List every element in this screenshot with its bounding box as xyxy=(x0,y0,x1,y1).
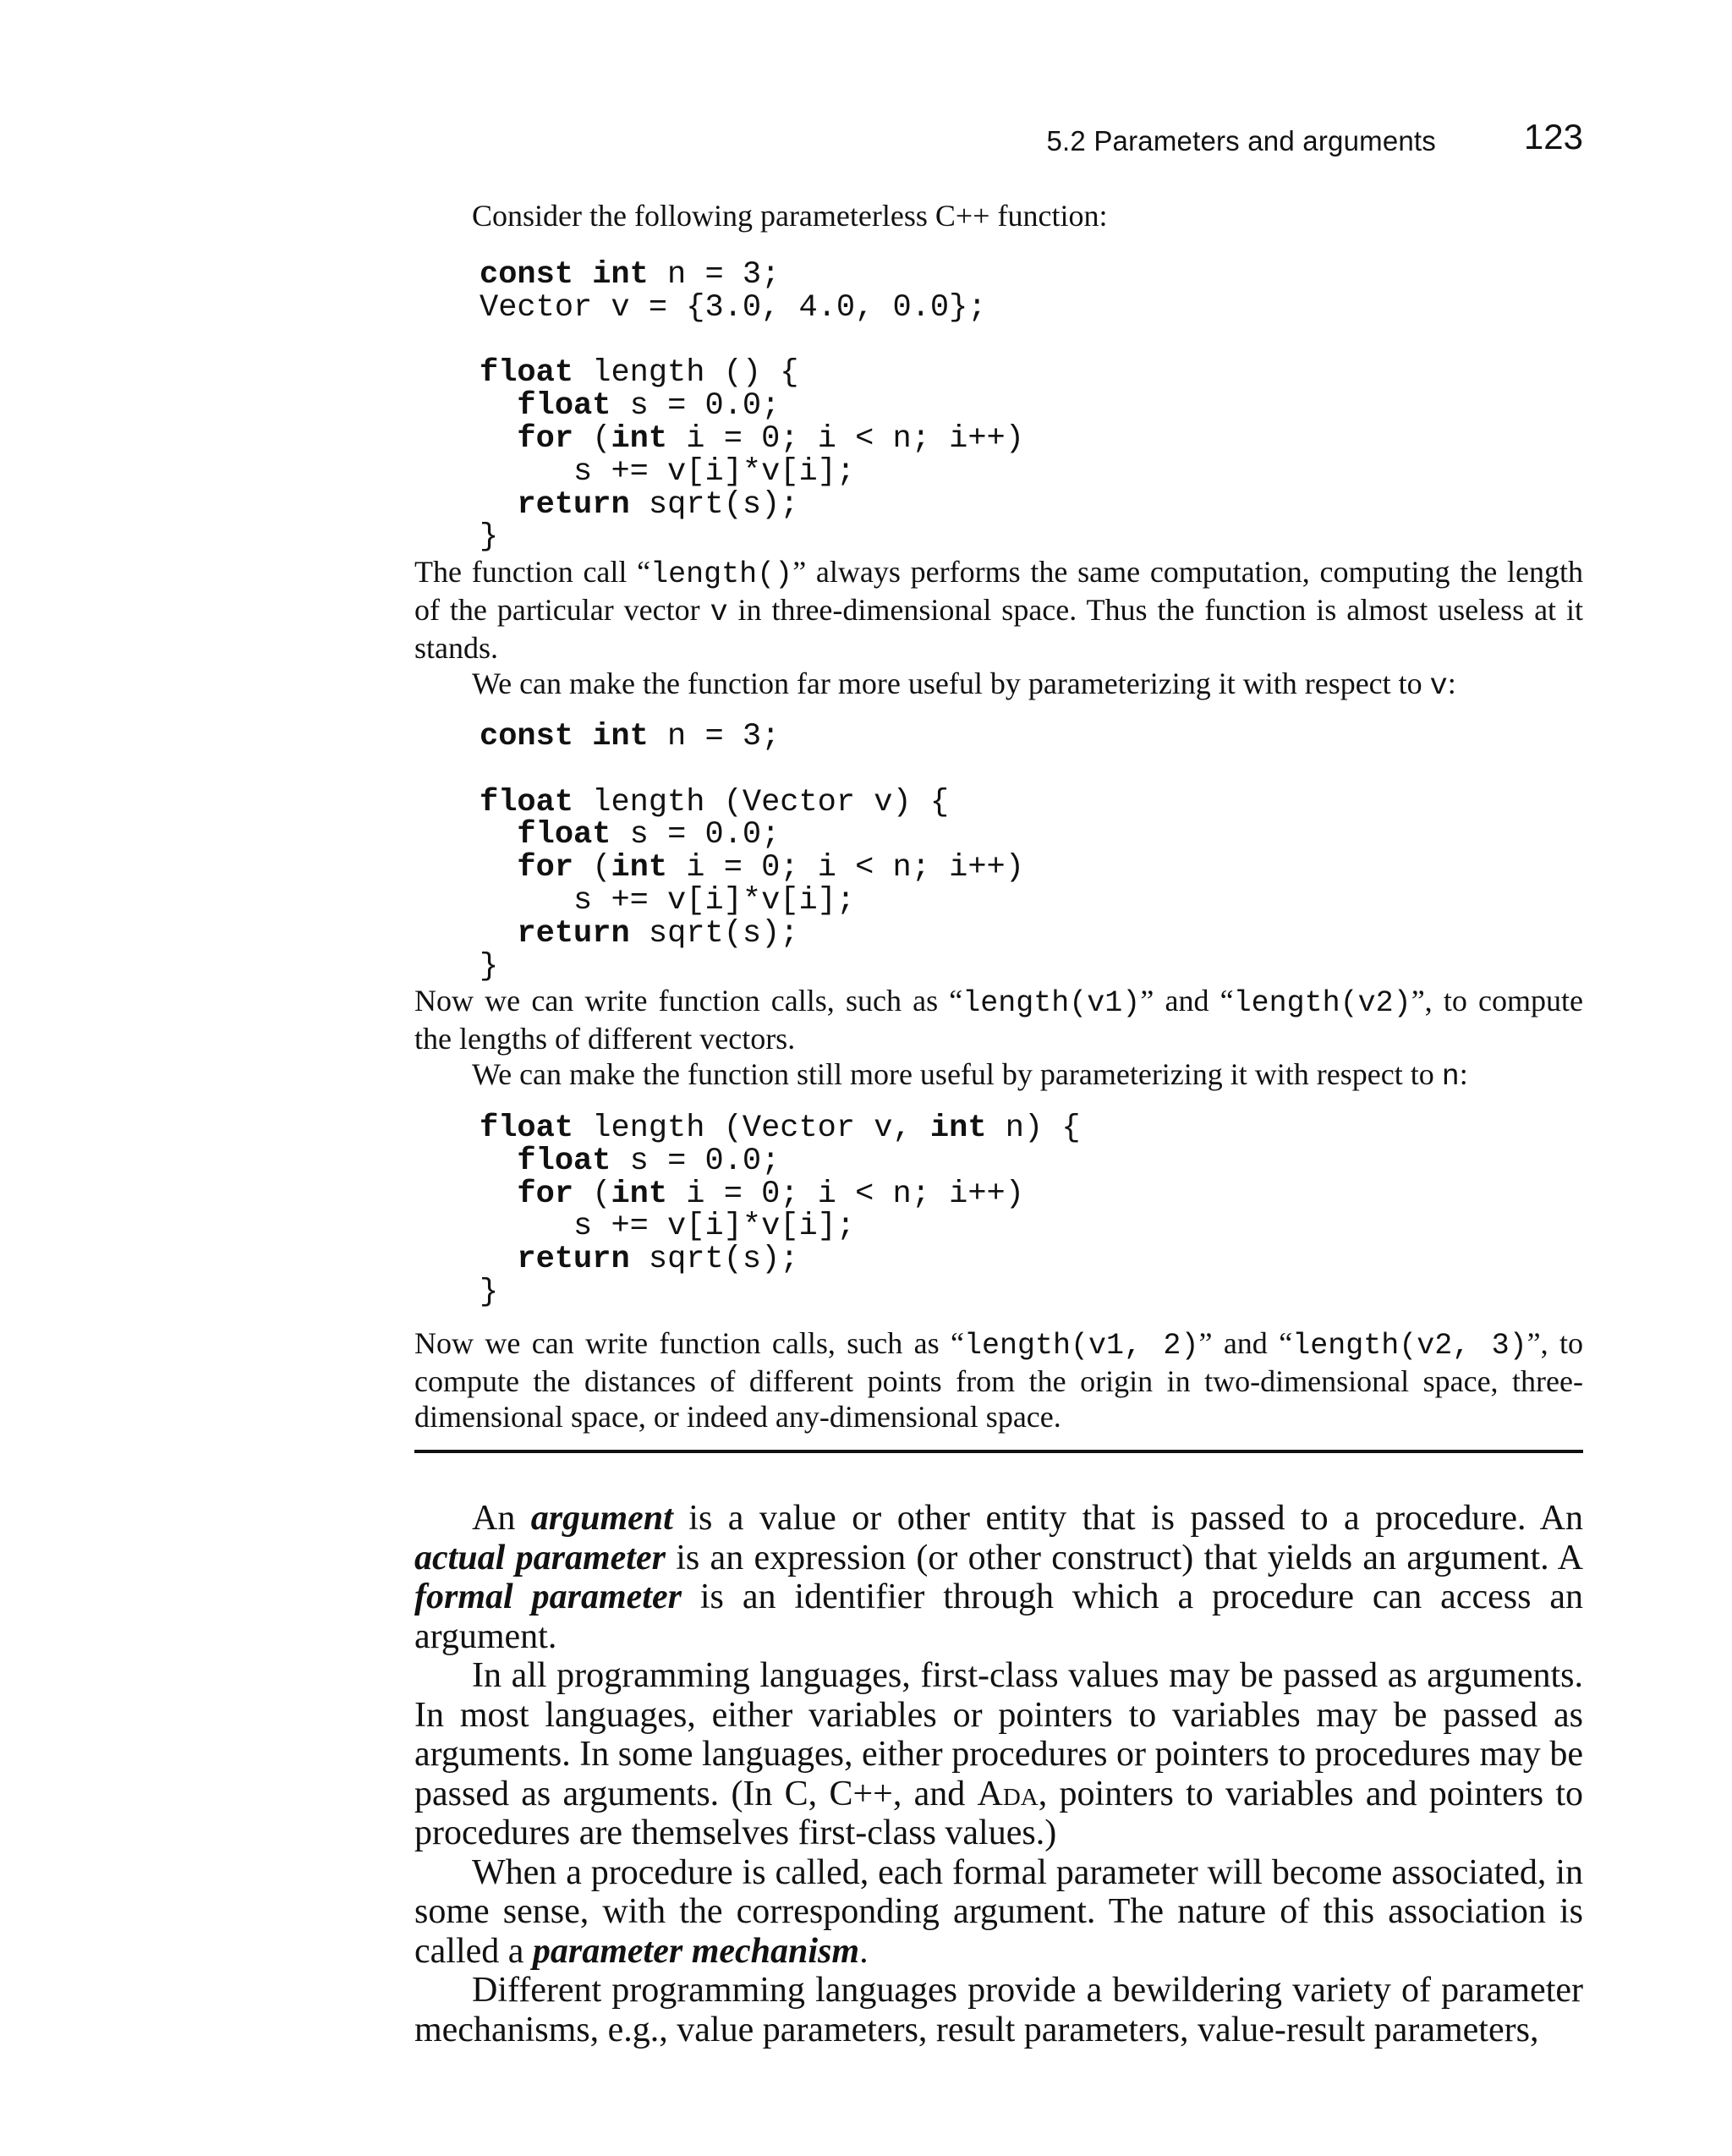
term-formal-parameter: formal parameter xyxy=(414,1577,682,1616)
code-listing-2 xyxy=(480,721,1024,983)
example-intro xyxy=(414,198,1583,233)
explanation-3 xyxy=(414,1325,1583,1435)
section-title: 5.2 Parameters and arguments xyxy=(1046,125,1436,156)
lead-3-paragraph: We can make the function still more useful by parameterizing it with respect to n: xyxy=(472,1057,1468,1094)
code-line: float length (Vector v, int n) { xyxy=(480,1111,1081,1146)
code-line: } xyxy=(480,1274,499,1310)
running-header xyxy=(414,117,1583,164)
code-line: s += v[i]*v[i]; xyxy=(573,1209,856,1245)
code-line: s += v[i]*v[i]; xyxy=(573,882,856,919)
after-code-2-paragraph: Now we can write function calls, such as “length(v1)” and “length(v2)”, to compute the lengths of different vectors. xyxy=(414,984,1583,1056)
explanation-2 xyxy=(414,983,1583,1094)
inline-code: length(v2, 3) xyxy=(1292,1329,1527,1363)
code-line: Vector v = {3.0, 4.0, 0.0}; xyxy=(480,289,987,326)
code-listing-1 xyxy=(480,259,1024,554)
code-line: } xyxy=(480,948,499,985)
after-code-1-paragraph: The function call “length()” always performs the same computation, computing the length of the particular vector v in three-dimensional space. Thus the function is almost useless at it stands. xyxy=(414,555,1583,665)
inline-code: n xyxy=(1441,1060,1460,1094)
code-line: float s = 0.0; xyxy=(517,817,781,853)
after-code-3-paragraph: Now we can write function calls, such as “length(v1, 2)” and “length(v2, 3)”, to compute the distances of different points from the origin in two-dimensional space, three-dimensional space, or indeed any-dimensional space. xyxy=(414,1326,1584,1434)
small-caps-ada: Ada xyxy=(977,1774,1039,1813)
code-line: float length () { xyxy=(480,355,799,392)
variety-paragraph: Different programming languages provide a bewildering variety of parameter mechanisms, e.g., value parameters, result parameters, value-result parameters, xyxy=(414,1971,1583,2049)
inline-code: v xyxy=(710,595,728,629)
inline-code: v xyxy=(1429,669,1448,703)
body-text xyxy=(414,1499,1583,2049)
code-line: s += v[i]*v[i]; xyxy=(573,453,856,490)
code-line: for (int i = 0; i < n; i++) xyxy=(517,1176,1024,1212)
code-line: return sqrt(s); xyxy=(517,915,799,952)
code-line: for (int i = 0; i < n; i++) xyxy=(517,420,1024,457)
code-line: float length (Vector v) { xyxy=(480,784,950,820)
code-listing-3 xyxy=(480,1112,1081,1309)
definition-paragraph: An argument is a value or other entity that is passed to a procedure. An actual parameter is an expression (or other construct) that yields an argument. A formal parameter is an identifier through which a procedure can access an argument. xyxy=(414,1499,1584,1656)
term-argument: argument xyxy=(530,1499,673,1538)
lead-2-paragraph: We can make the function far more useful by parameterizing it with respect to v: xyxy=(472,667,1456,703)
code-line: return sqrt(s); xyxy=(517,1242,799,1278)
code-line: const int n = 3; xyxy=(480,719,781,754)
page-number: 123 xyxy=(1523,117,1583,156)
code-line: return sqrt(s); xyxy=(517,486,799,523)
term-parameter-mechanism: parameter mechanism xyxy=(532,1931,860,1971)
inline-code: length(v1, 2) xyxy=(964,1329,1199,1363)
term-actual-parameter: actual parameter xyxy=(414,1538,666,1577)
example-end-rule xyxy=(414,1450,1583,1453)
inline-code: length(v1) xyxy=(962,986,1141,1020)
inline-code: length(v2) xyxy=(1233,986,1411,1020)
arguments-paragraph: In all programming languages, first-class values may be passed as arguments. In most languages, either variables or pointers to variables may be passed as arguments. In some languages, either procedures or pointers to procedures may be passed as arguments. (In C, C++, and Ada, pointers to variables and pointers to procedures are themselves first-class values.) xyxy=(414,1656,1584,1852)
intro-paragraph: Consider the following parameterless C++ function: xyxy=(472,199,1108,233)
code-line: const int n = 3; xyxy=(480,257,781,293)
code-line: float s = 0.0; xyxy=(517,1143,781,1179)
explanation-1 xyxy=(414,554,1583,704)
mechanism-paragraph: When a procedure is called, each formal parameter will become associated, in some sense, with the corresponding argument. The nature of this association is called a parameter mechanism. xyxy=(414,1852,1583,1971)
code-line: } xyxy=(480,519,499,556)
code-line: float s = 0.0; xyxy=(517,388,781,425)
inline-code: length() xyxy=(650,557,793,591)
code-line: for (int i = 0; i < n; i++) xyxy=(517,850,1024,886)
